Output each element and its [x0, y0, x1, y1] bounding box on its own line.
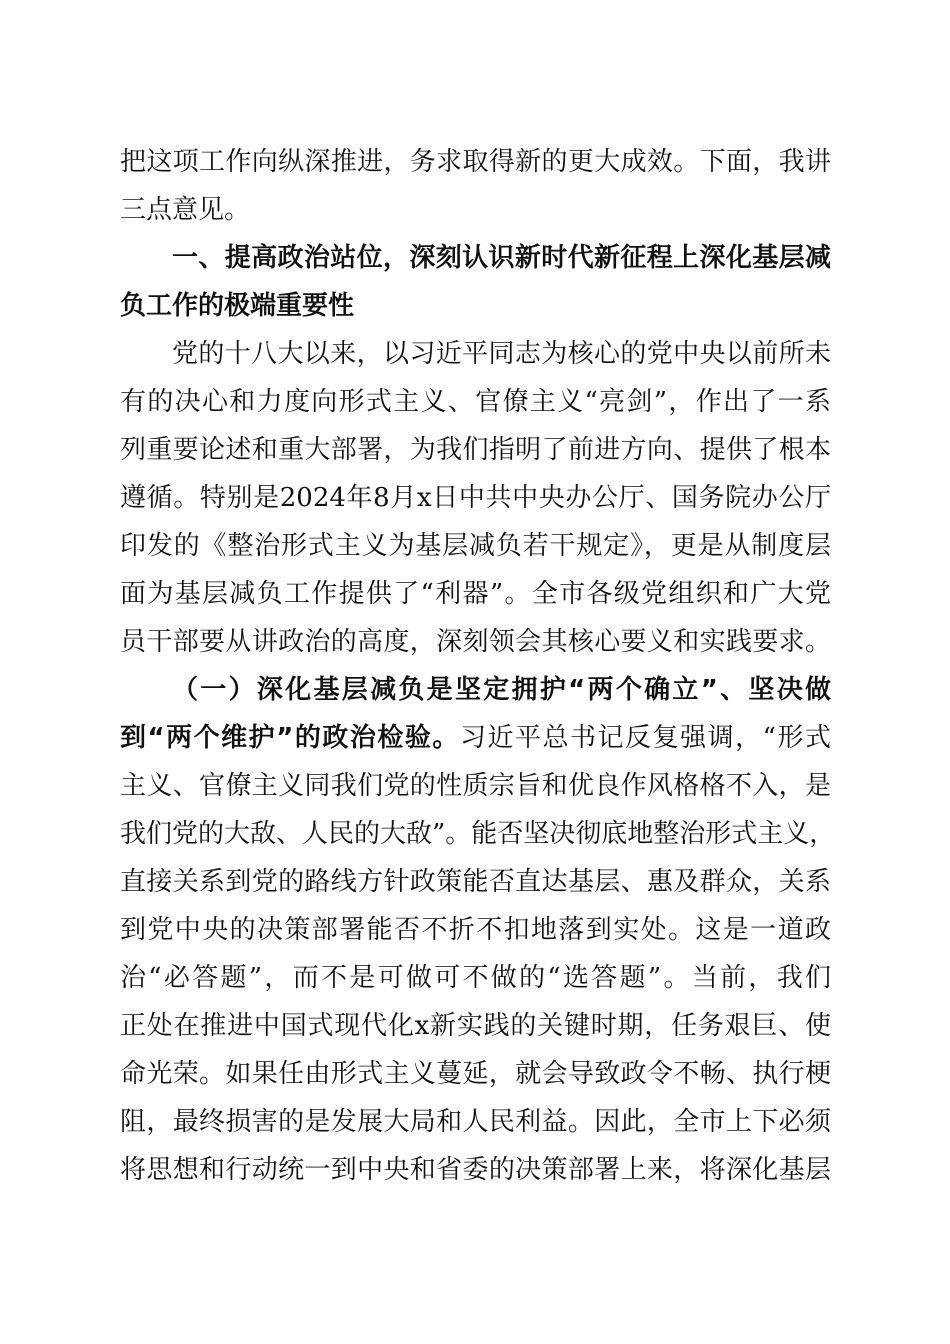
paragraph-text: 将思想和行动统一到中央和省委的决策部署上来，将深化基层: [120, 1155, 831, 1185]
text-line: [120, 474, 831, 522]
paragraph-text: 员干部要从讲政治的高度，深刻领会其核心要义和实践要求。: [120, 627, 831, 657]
paragraph-text: 把这项工作向纵深推进，务求取得新的更大成效。下面，我讲: [120, 147, 831, 177]
paragraph-text: 我们党的大敌、人民的大敌”。能否坚决彻底地整治形式主义，: [120, 819, 836, 849]
paragraph-text: 印发的《整治形式主义为基层减负若干规定》，更是从制度层: [120, 531, 831, 561]
bold-heading-text: （一）深化基层减负是坚定拥护“两个确立”、坚决做: [172, 675, 831, 705]
text-line: [120, 762, 831, 810]
text-line: [120, 138, 831, 186]
text-line: [120, 666, 831, 714]
text-line: [120, 1050, 831, 1098]
text-line: [120, 1002, 831, 1050]
paragraph-text: 治“必答题”，而不是可做可不做的“选答题”。当前，我们: [120, 963, 831, 993]
text-line: [120, 1146, 831, 1194]
text-line: [120, 906, 831, 954]
text-line: [120, 522, 831, 570]
paragraph-text: 主义、官僚主义同我们党的性质宗旨和优良作风格格不入，是: [120, 771, 831, 801]
document-body: [120, 138, 836, 1194]
text-line: [120, 954, 831, 1002]
paragraph-text: 直接关系到党的路线方针政策能否直达基层、惠及群众，关系: [120, 867, 831, 897]
text-line: [120, 618, 831, 666]
text-line: [120, 330, 831, 378]
text-line: [120, 234, 831, 282]
paragraph-text: 面为基层减负工作提供了“利器”。全市各级党组织和广大党: [120, 579, 831, 609]
paragraph-text: 命光荣。如果任由形式主义蔓延，就会导致政令不畅、执行梗: [120, 1059, 831, 1089]
paragraph-text: 正处在推进中国式现代化x新实践的关键时期，任务艰巨、使: [120, 1011, 831, 1041]
bold-heading-text: 一、提高政治站位，深刻认识新时代新征程上深化基层减: [172, 243, 831, 273]
text-line: [120, 570, 831, 618]
text-line: [120, 378, 831, 426]
paragraph-text: 三点意见。: [120, 195, 251, 225]
text-line: [120, 426, 831, 474]
paragraph-text: 习近平总书记反复强调，“形式: [459, 723, 831, 753]
paragraph-text: 有的决心和力度向形式主义、官僚主义“亮剑”，作出了一系: [120, 387, 831, 417]
text-line: [120, 810, 836, 858]
bold-heading-text: 到“两个维护”的政治检验。: [120, 723, 460, 753]
paragraph-text: 到党中央的决策部署能否不折不扣地落到实处。这是一道政: [120, 915, 831, 945]
text-line: [120, 1098, 831, 1146]
text-line: [120, 282, 831, 330]
paragraph-text: 党的十八大以来，以习近平同志为核心的党中央以前所未: [172, 339, 831, 369]
paragraph-text: 阻，最终损害的是发展大局和人民利益。因此，全市上下必须: [120, 1107, 831, 1137]
bold-heading-text: 负工作的极端重要性: [120, 291, 355, 321]
text-line: [120, 186, 831, 234]
paragraph-text: 列重要论述和重大部署，为我们指明了前进方向、提供了根本: [120, 435, 831, 465]
paragraph-text: 遵循。特别是2024年8月x日中共中央办公厅、国务院办公厅: [120, 483, 831, 513]
text-line: [120, 714, 831, 762]
text-line: [120, 858, 831, 906]
